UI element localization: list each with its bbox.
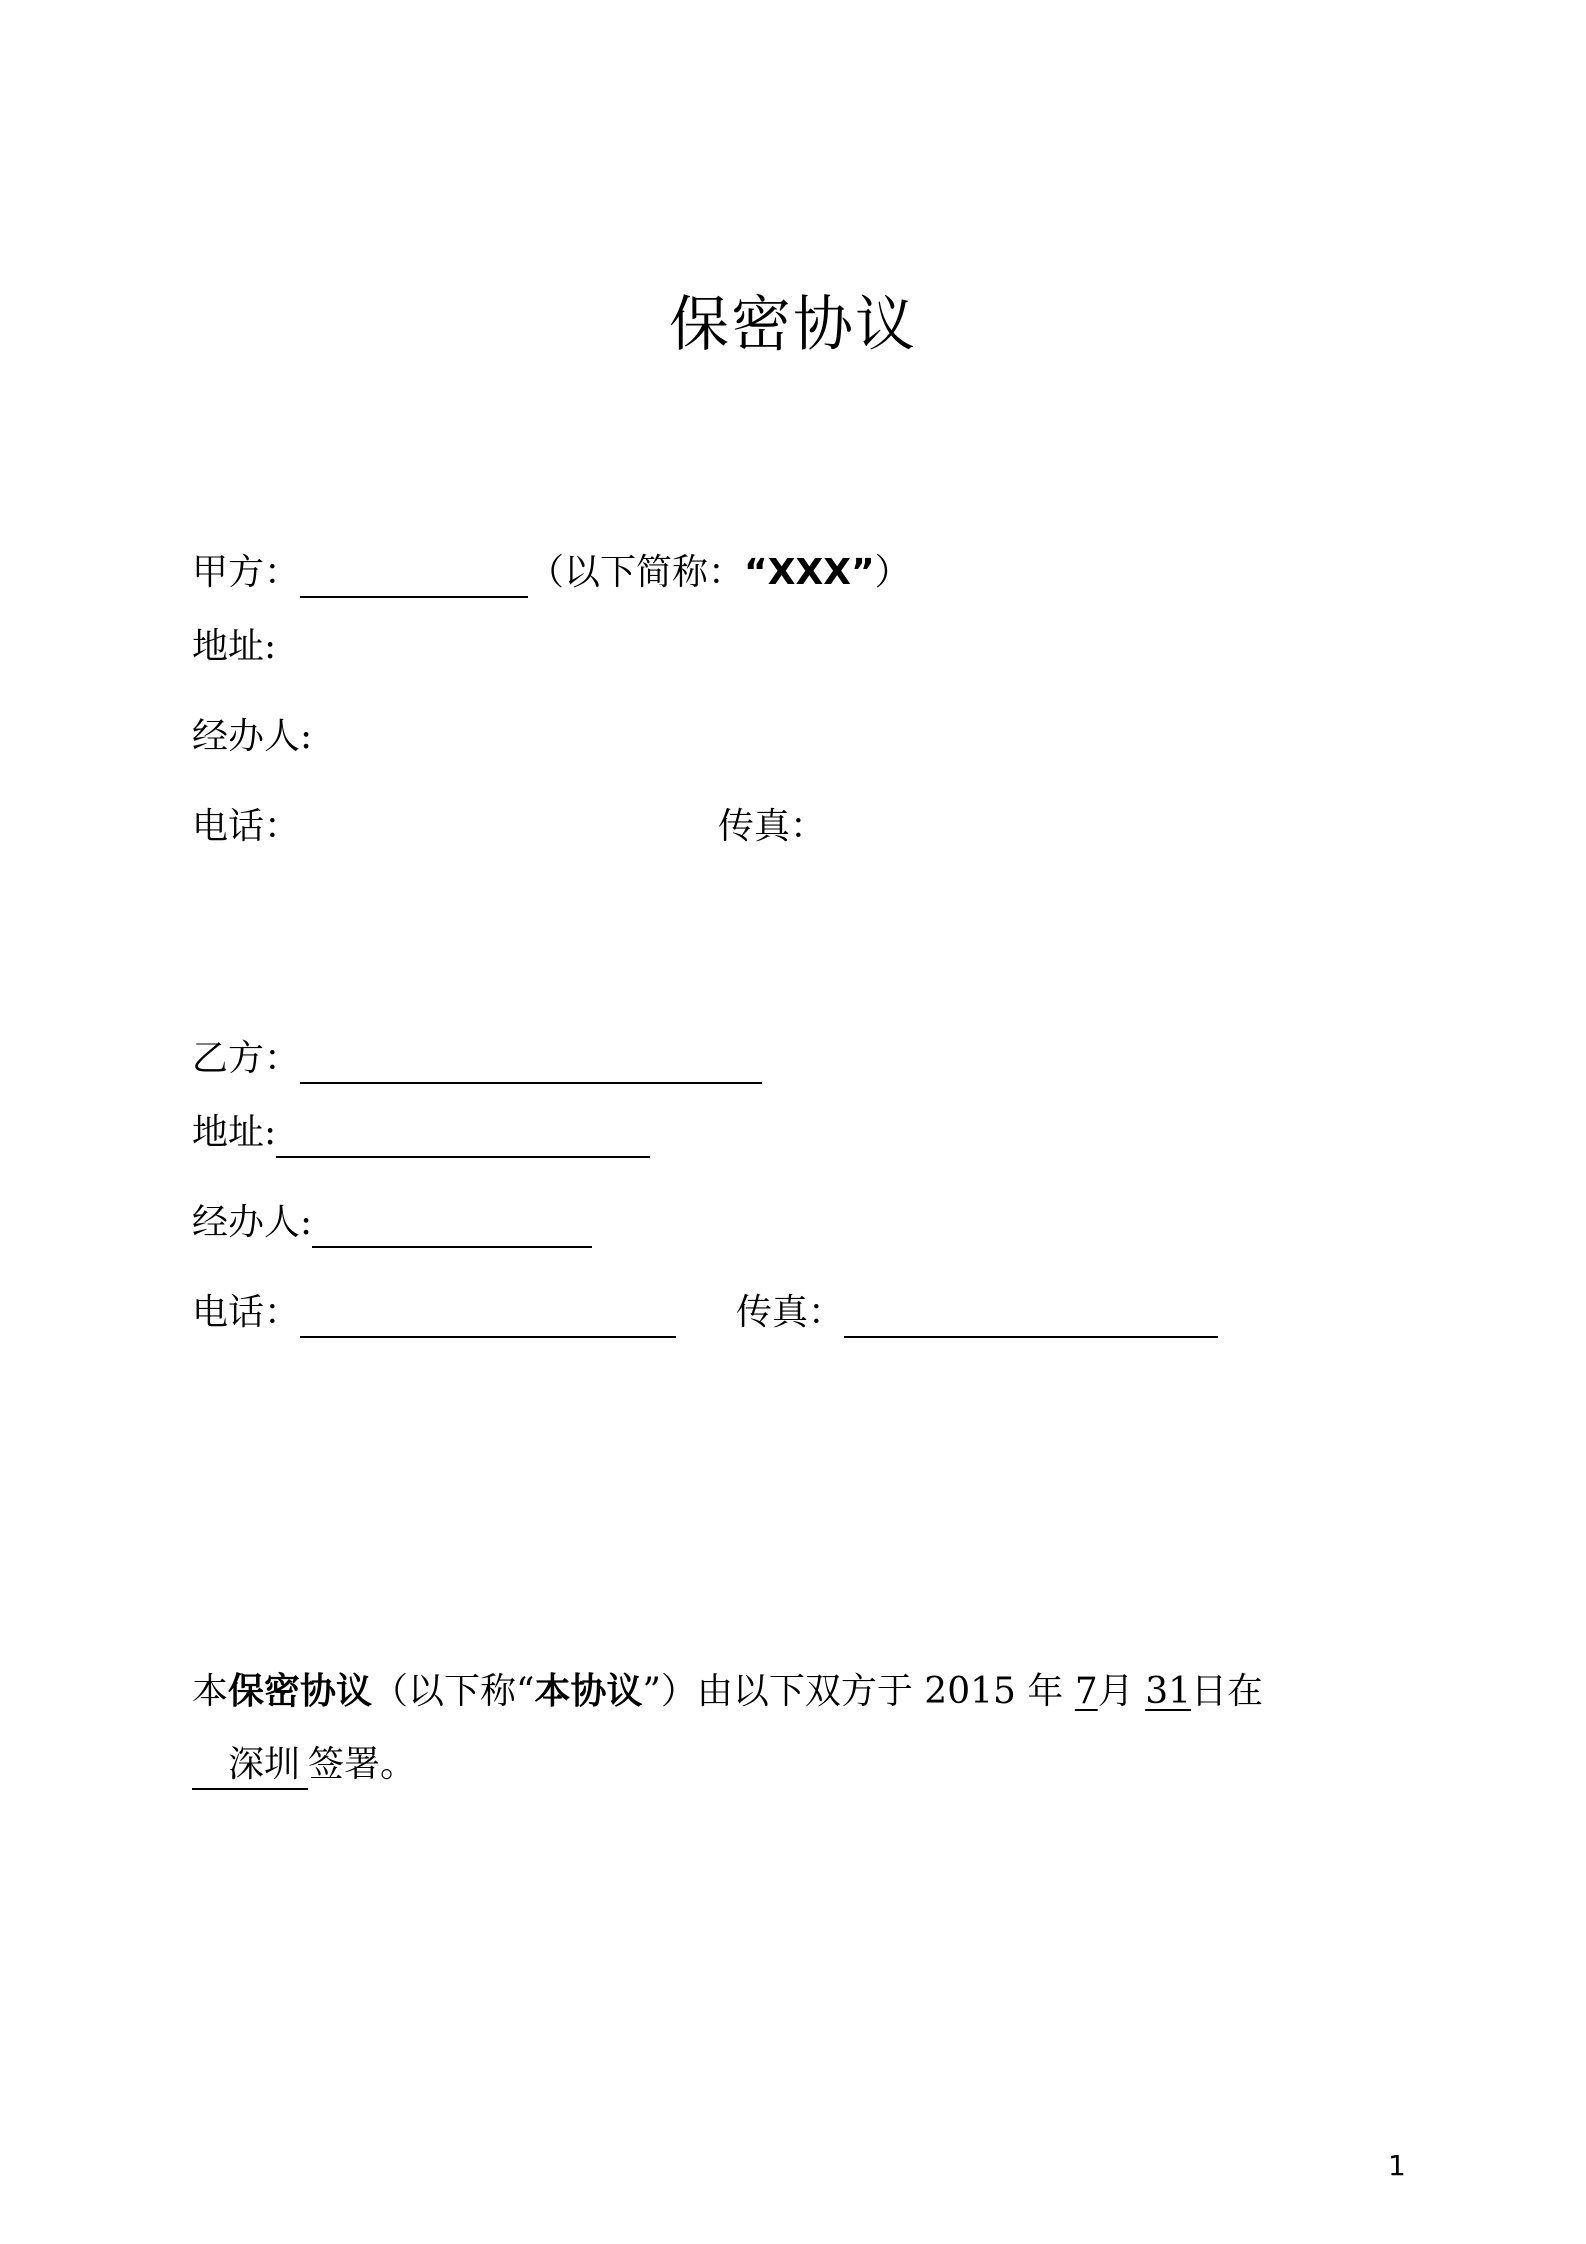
party-a-phone-label: 电话： (192, 806, 301, 847)
party-a-agent-line (192, 712, 312, 762)
document-title: 保密协议 (669, 290, 917, 360)
signing-part1: 本 (192, 1671, 229, 1712)
party-b-address-blank (276, 1116, 650, 1158)
signing-bold-agreement: 保密协议 (228, 1670, 373, 1712)
party-a-short-name: “XXX” (744, 552, 875, 593)
party-a-label: 甲方： (192, 552, 301, 593)
signing-place-line (192, 1740, 416, 1790)
party-a-address-line (192, 622, 276, 672)
party-b-fax-label: 传真： (736, 1292, 845, 1333)
signing-part6: 签署。 (308, 1744, 417, 1785)
party-b-phone-blank (300, 1296, 676, 1338)
party-a-short-prefix: （以下简称： (528, 552, 745, 593)
party-b-fax-line (736, 1288, 1218, 1338)
page-number: 1 (1388, 2149, 1406, 2182)
party-a-short-suffix: ） (874, 552, 911, 593)
party-b-address-line (192, 1108, 650, 1158)
party-a-address-label: 地址: (192, 626, 277, 667)
signing-statement (192, 1666, 1263, 1717)
party-a-phone-line (192, 802, 300, 852)
signing-month: 7 (1074, 1671, 1098, 1712)
party-a-name-blank (300, 556, 528, 598)
signing-bold-this-agreement: 本协议 (534, 1670, 643, 1712)
party-b-agent-line (192, 1198, 592, 1248)
signing-part2: （以下称“ (372, 1671, 535, 1712)
party-b-line (192, 1034, 762, 1084)
party-a-line (192, 548, 911, 598)
signing-day: 31 (1145, 1671, 1192, 1712)
signing-part5: 日在 (1191, 1671, 1264, 1712)
signing-part3: ”）由以下双方于 2015 年 (642, 1671, 1064, 1712)
party-b-phone-label: 电话： (192, 1292, 301, 1333)
party-b-fax-blank (844, 1296, 1218, 1338)
party-b-agent-label: 经办人: (192, 1202, 313, 1243)
party-b-name-blank (300, 1042, 762, 1084)
party-b-label: 乙方： (192, 1038, 301, 1079)
party-b-phone-line (192, 1288, 676, 1338)
signing-part4: 月 (1097, 1671, 1134, 1712)
party-b-address-label: 地址: (192, 1112, 277, 1153)
party-a-fax-label: 传真： (718, 806, 827, 847)
signing-place: 深圳 (192, 1742, 308, 1790)
party-a-agent-label: 经办人: (192, 716, 313, 757)
party-b-agent-blank (312, 1206, 592, 1248)
